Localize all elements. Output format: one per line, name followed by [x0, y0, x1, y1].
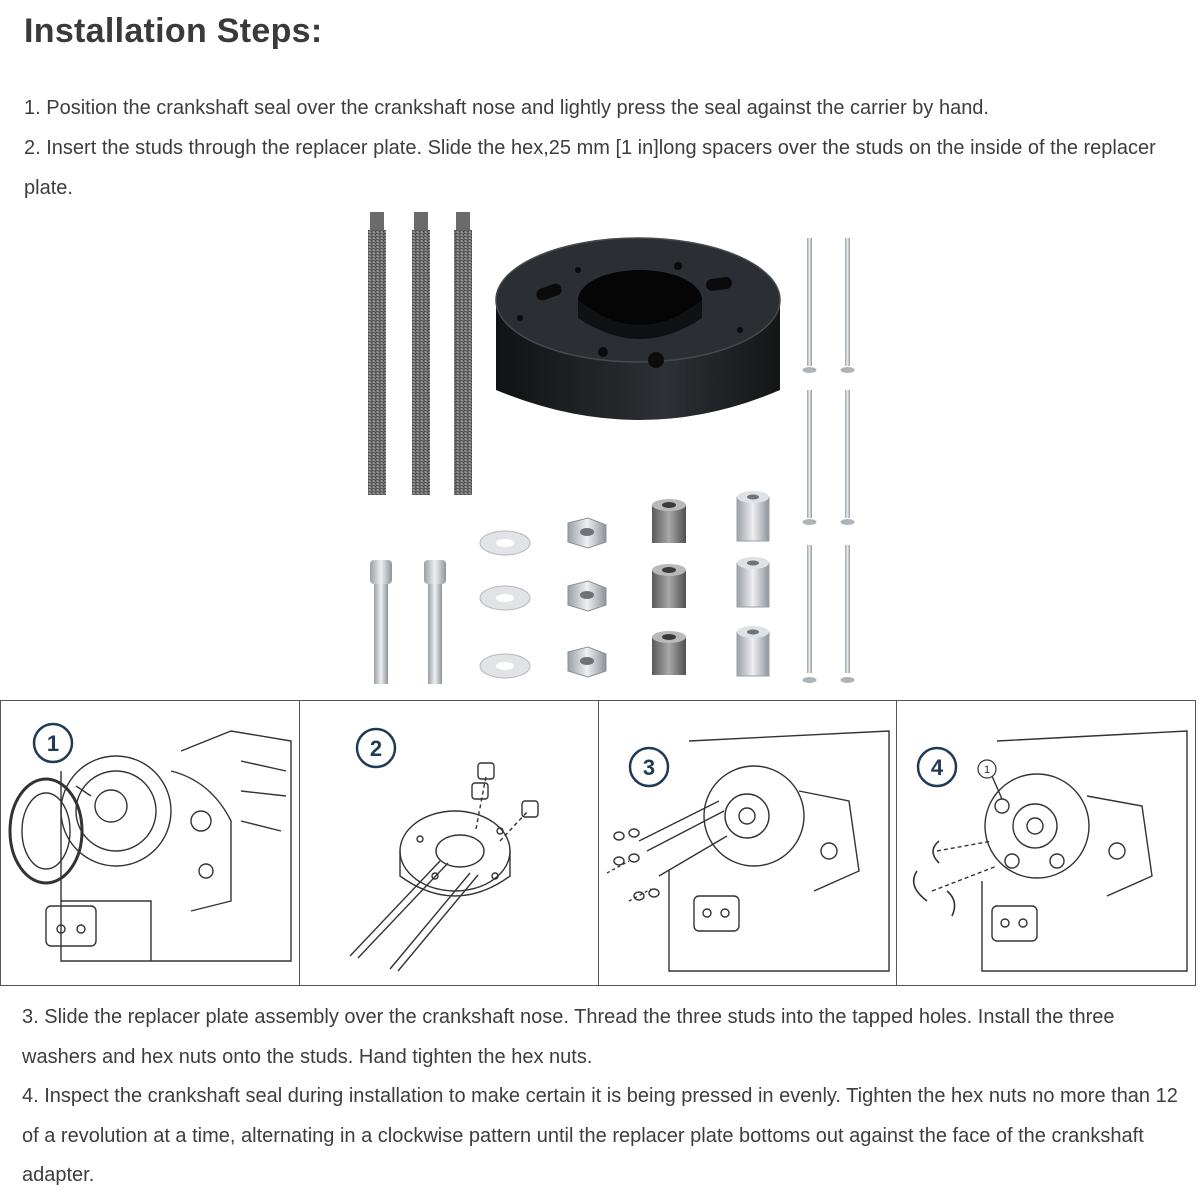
- step-panel-2: [300, 701, 599, 985]
- intro-text: [24, 88, 1194, 208]
- step-2-badge: 2: [369, 736, 382, 761]
- socket-head-bolts: [370, 560, 446, 684]
- step-panel-4: [897, 701, 1195, 985]
- page-title: Installation Steps:: [24, 12, 323, 50]
- step-1-diagram: [1, 701, 299, 985]
- step-2-text: 2. Insert the studs through the replacer plate. Slide the hex,25 mm [1 in]long spacers over the studs on the inside of the replacer plate.: [24, 137, 1156, 199]
- self-tapping-screws: [803, 238, 855, 683]
- step-1-badge: 1: [46, 731, 60, 756]
- hex-nuts: [568, 518, 606, 677]
- step-3-diagram: [599, 701, 897, 985]
- step-4-callout: 1: [984, 764, 991, 776]
- step-3-text: 3. Slide the replacer plate assembly over the crankshaft nose. Thread the three studs into the tapped holes. Install the three washers and hex nuts onto the studs. Hand tighten the hex nuts.: [22, 1006, 1115, 1068]
- round-spacers: [652, 499, 686, 675]
- washers: [480, 531, 530, 678]
- threaded-studs: [368, 212, 472, 495]
- replacer-plate: [496, 238, 780, 420]
- hex-spacers: [737, 491, 769, 676]
- kit-parts-illustration: [340, 200, 880, 695]
- step-4-badge: 4: [931, 755, 944, 780]
- step-panel-3: [599, 701, 898, 985]
- step-1-text: 1. Position the crankshaft seal over the crankshaft nose and lightly press the seal against the carrier by hand.: [24, 97, 989, 119]
- step-2-diagram: [300, 701, 598, 985]
- step-panel-1: [1, 701, 300, 985]
- step-4-diagram: [897, 701, 1195, 985]
- product-kit-image: [340, 200, 880, 695]
- step-3-badge: 3: [642, 755, 655, 780]
- outro-text: [22, 998, 1192, 1196]
- step-diagrams: [0, 700, 1196, 986]
- step-4-text: 4. Inspect the crankshaft seal during installation to make certain it is being pressed in evenly. Tighten the hex nuts no more than 12 of a revolution at a time, alternating in a clockwise pattern until the replacer plate bottoms out against the face of the crankshaft adapter.: [22, 1085, 1178, 1186]
